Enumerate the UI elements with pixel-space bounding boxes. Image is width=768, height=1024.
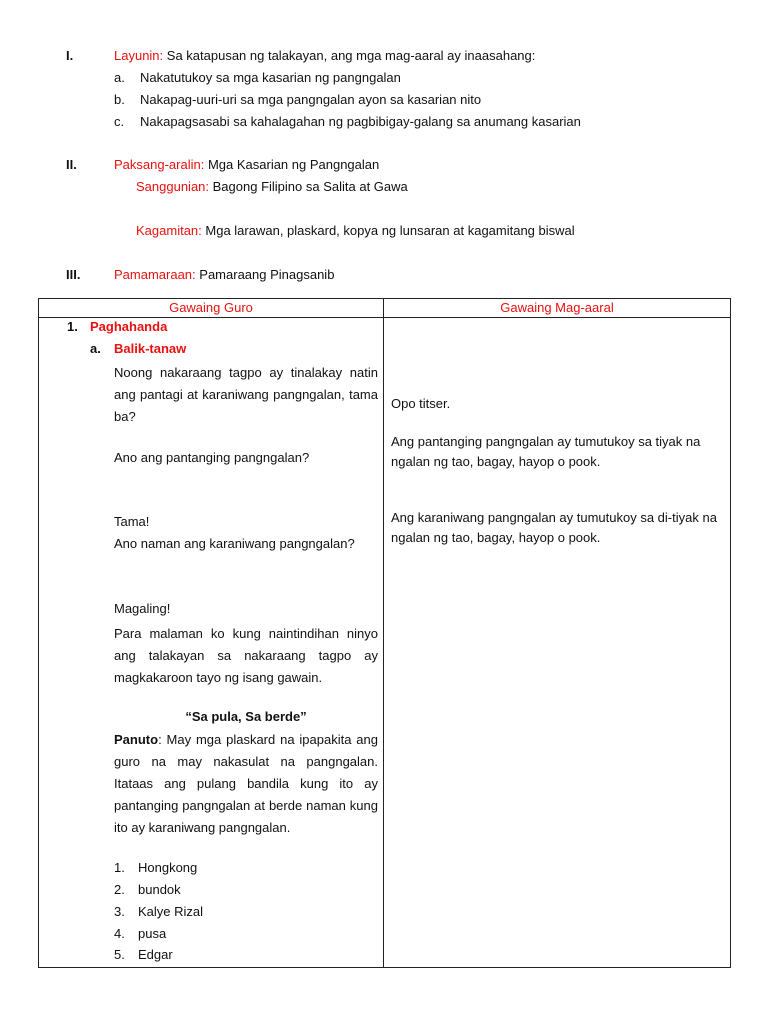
instructions-label: Panuto	[114, 732, 159, 747]
procedure-heading	[114, 267, 334, 282]
student-cell	[384, 318, 731, 968]
answer-proper-noun: Ang pantanging pangngalan ay tumutukoy sa tiyak na ngalan ng tao, bagay, hayop o pook.	[391, 434, 701, 469]
objective-item-c: Nakapagsasabi sa kahalagahan ng pagbibigay-galang sa anumang kasarian	[140, 114, 581, 129]
procedure-label: Pamamaraan:	[114, 267, 196, 282]
answer-common-noun: Ang karaniwang pangngalan ay tumutukoy sa di-tiyak na ngalan ng tao, bagay, hayop o pook.	[391, 510, 717, 545]
list-number: 4.	[114, 926, 125, 941]
materials-line	[136, 223, 575, 238]
student-column-header: Gawaing Mag-aaral	[384, 299, 731, 318]
answer-opo: Opo titser.	[391, 396, 451, 411]
instructions-text: : May mga plaskard na ipapakita ang guro na may nakasulat na pangngalan. Itataas ang pulang bandila kung ito ay pantanging pangngalan at berde naman kung ito ay karaniwang pangngalan.	[114, 732, 378, 835]
subject-heading	[114, 157, 379, 172]
praise-tama: Tama!	[114, 514, 150, 529]
objective-item-a: Nakatutukoy sa mga kasarian ng pangngalan	[140, 70, 401, 85]
objectives-heading	[114, 48, 535, 63]
recall-paragraph: Noong nakaraang tagpo ay tinalakay natin ang pantagi at karaniwang pangngalan, tama ba?	[114, 365, 378, 424]
lesson-table	[38, 298, 731, 968]
list-item: Edgar	[138, 947, 173, 962]
section-marker: 1.	[67, 319, 78, 334]
procedure-text: Pamaraang Pinagsanib	[199, 267, 335, 282]
list-item: Kalye Rizal	[138, 904, 204, 919]
reference-line	[136, 179, 408, 194]
table-body-row	[39, 318, 731, 968]
sub-title: Balik-tanaw	[114, 341, 187, 356]
reference-text: Bagong Filipino sa Salita at Gawa	[212, 179, 408, 194]
objective-marker-a: a.	[114, 70, 125, 85]
list-number: 3.	[114, 904, 125, 919]
question-common-noun: Ano naman ang karaniwang pangngalan?	[114, 536, 355, 551]
teacher-column-header: Gawaing Guro	[39, 299, 384, 318]
subject-numeral: II.	[66, 157, 77, 172]
section-title: Paghahanda	[90, 319, 168, 334]
reference-label: Sanggunian:	[136, 179, 210, 194]
materials-text: Mga larawan, plaskard, kopya ng lunsaran at kagamitang biswal	[205, 223, 575, 238]
list-number: 5.	[114, 947, 125, 962]
list-item: Hongkong	[138, 860, 198, 875]
teacher-cell	[39, 318, 384, 968]
question-proper-noun: Ano ang pantanging pangngalan?	[114, 450, 310, 465]
praise-magaling: Magaling!	[114, 601, 171, 616]
subject-text: Mga Kasarian ng Pangngalan	[207, 157, 380, 172]
objective-marker-c: c.	[114, 114, 125, 129]
objectives-numeral: I.	[66, 48, 74, 63]
game-title: “Sa pula, Sa berde”	[185, 709, 307, 724]
sub-marker: a.	[90, 341, 101, 356]
list-number: 2.	[114, 882, 125, 897]
procedure-numeral: III.	[66, 267, 81, 282]
activity-intro-paragraph: Para malaman ko kung naintindihan ninyo ang talakayan sa nakaraang tagpo ay magkakaroon tayo ng isang gawain.	[114, 626, 378, 685]
objective-item-b: Nakapag-uuri-uri sa mga pangngalan ayon sa kasarian nito	[140, 92, 482, 107]
subject-label: Paksang-aralin:	[114, 157, 205, 172]
list-number: 1.	[114, 860, 125, 875]
instructions-paragraph	[114, 729, 378, 839]
objectives-label: Layunin:	[114, 48, 164, 63]
table-header-row	[39, 299, 731, 318]
materials-label: Kagamitan:	[136, 223, 202, 238]
objective-marker-b: b.	[114, 92, 125, 107]
list-item: bundok	[138, 882, 181, 897]
list-item: pusa	[138, 926, 167, 941]
objectives-text: Sa katapusan ng talakayan, ang mga mag-aaral ay inaasahang:	[166, 48, 536, 63]
